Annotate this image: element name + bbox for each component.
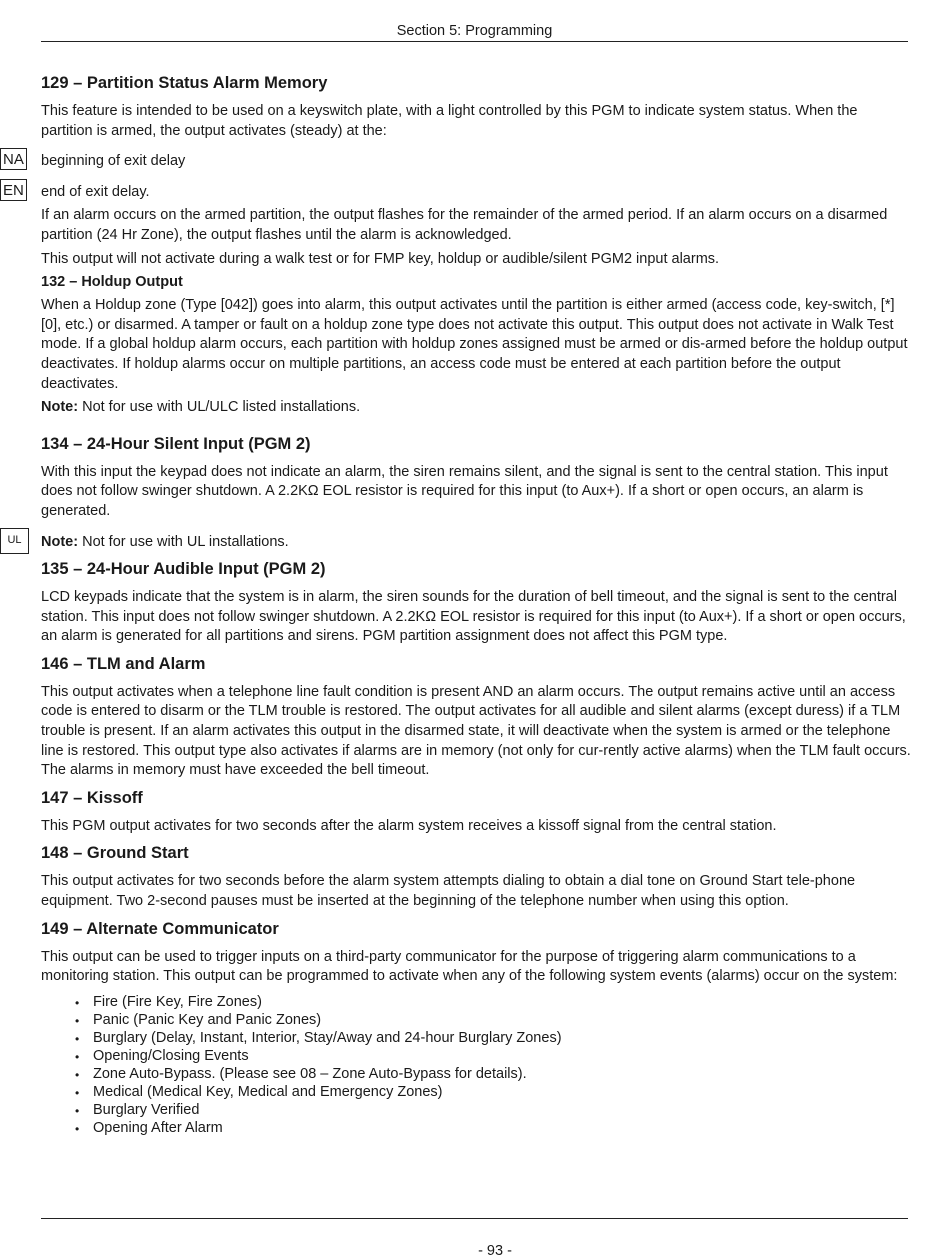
- list-item: • Burglary Verified: [93, 1101, 911, 1119]
- page-header: Section 5: Programming: [396, 23, 553, 39]
- section-129-p2: If an alarm occurs on the armed partition, the output flashes for the remainder of the armed period. If an alarm occurs on a disarmed partition (24 Hr Zone), the output flashes until the alarm is acknowledged.: [41, 207, 888, 243]
- header-rule: [41, 41, 908, 42]
- section-132-note: [41, 398, 911, 418]
- list-item: • Panic (Panic Key and Panic Zones): [93, 1011, 911, 1029]
- section-146-p1: This output activates when a telephone line fault condition is present AND an alarm occurs. The output remains active until an access code is entered to disarm or the TLM trouble is restored. The output activates for all audible and silent alarms (except duress) if a TLM trouble is present. If an alarm activates this output in the disarmed state, it will deactivate when the system is armed or the telephone line is restored. This output type also activates if alarms are in memory (not only for cur-rently active alarms) when the TLM fault occurs. The alarms in memory must have exceeded the bell timeout.: [41, 683, 911, 779]
- list-item: • Medical (Medical Key, Medical and Emergency Zones): [93, 1083, 911, 1101]
- section-134-p1: With this input the keypad does not indicate an alarm, the siren remains silent, and the signal is sent to the central station. This input does not follow swinger shutdown. A 2.2KΩ EOL resistor is required for this input (to Aux+). If a short or open occurs, an alarm is generated.: [41, 463, 888, 519]
- na-text: beginning of exit delay: [41, 153, 186, 170]
- note-text: Not for use with UL installations.: [78, 533, 289, 550]
- na-row: [3, 151, 911, 172]
- list-item: • Burglary (Delay, Instant, Interior, Stay/Away and 24-hour Burglary Zones): [93, 1029, 911, 1047]
- note-text: Not for use with UL/ULC listed installations.: [78, 399, 361, 416]
- section-134-title: 134 – 24-Hour Silent Input (PGM 2): [41, 434, 311, 453]
- na-tag: NA: [0, 148, 27, 170]
- section-149-title: 149 – Alternate Communicator: [41, 919, 279, 938]
- footer-rule: [41, 1218, 908, 1219]
- en-text: end of exit delay.: [41, 183, 150, 200]
- section-132-p1: When a Holdup zone (Type [042]) goes into alarm, this output activates until the partition is either armed (access code, key-switch, [*][0], etc.) or disarmed. A tamper or fault on a holdup zone type does not activate this output. This output does not activate in Walk Test mode. If a global holdup alarm occurs, each partition with holdup zones assigned must be armed or dis-armed before the holdup output deactivates. If holdup alarms occur on multiple partitions, an access code must be entered at each partition before the output deactivates.: [41, 297, 908, 392]
- section-135-p1: LCD keypads indicate that the system is in alarm, the siren sounds for the duration of bell timeout, and the signal is sent to the central station. This input does not follow swinger shutdown. A 2.2KΩ EOL resistor is required for this input (to Aux+). If a short or open occurs, an alarm is generated for all partitions and sirens. PGM partition assignment does not affect this PGM type.: [41, 589, 906, 645]
- ul-tag: UL: [0, 528, 29, 554]
- section-129-intro: This feature is intended to be used on a keyswitch plate, with a light controlled by this PGM to indicate system status. When the partition is armed, the output activates (steady) at the:: [41, 103, 858, 139]
- list-item: • Zone Auto-Bypass. (Please see 08 – Zone Auto-Bypass for details).: [93, 1065, 911, 1083]
- event-list: [41, 993, 911, 1138]
- section-146-title: 146 – TLM and Alarm: [41, 654, 206, 673]
- en-row: [3, 181, 911, 203]
- note-label: Note:: [41, 399, 79, 416]
- list-item: • Opening/Closing Events: [93, 1047, 911, 1065]
- section-129-p3: This output will not activate during a walk test or for FMP key, holdup or audible/silent PGM2 input alarms.: [41, 250, 720, 267]
- page-content: [3, 72, 911, 1138]
- page-number: - 93 -: [478, 1243, 512, 1259]
- section-147-title: 147 – Kissoff: [41, 788, 143, 807]
- section-135-title: 135 – 24-Hour Audible Input (PGM 2): [41, 560, 326, 579]
- en-tag: EN: [0, 179, 27, 201]
- list-item: • Fire (Fire Key, Fire Zones): [93, 993, 911, 1011]
- ul-row: [7, 533, 911, 553]
- note-label: Note:: [41, 533, 79, 550]
- section-147-p1: This PGM output activates for two seconds after the alarm system receives a kissoff signal from the central station.: [41, 817, 777, 834]
- list-item: • Opening After Alarm: [93, 1119, 911, 1137]
- section-134-note: [41, 533, 911, 553]
- section-148-title: 148 – Ground Start: [41, 844, 189, 863]
- section-132-title: 132 – Holdup Output: [41, 274, 183, 291]
- section-148-p1: This output activates for two seconds before the alarm system attempts dialing to obtain a dial tone on Ground Start tele-phone equipment. Two 2-second pauses must be inserted at the beginning of the telephone number when using this option.: [41, 873, 856, 910]
- section-129-title: 129 – Partition Status Alarm Memory: [41, 74, 328, 92]
- section-149-p1: This output can be used to trigger inputs on a third-party communicator for the purpose of triggering alarm communications to a monitoring station. This output can be programmed to activate when any of the following system events (alarms) occur on the system:: [41, 948, 898, 985]
